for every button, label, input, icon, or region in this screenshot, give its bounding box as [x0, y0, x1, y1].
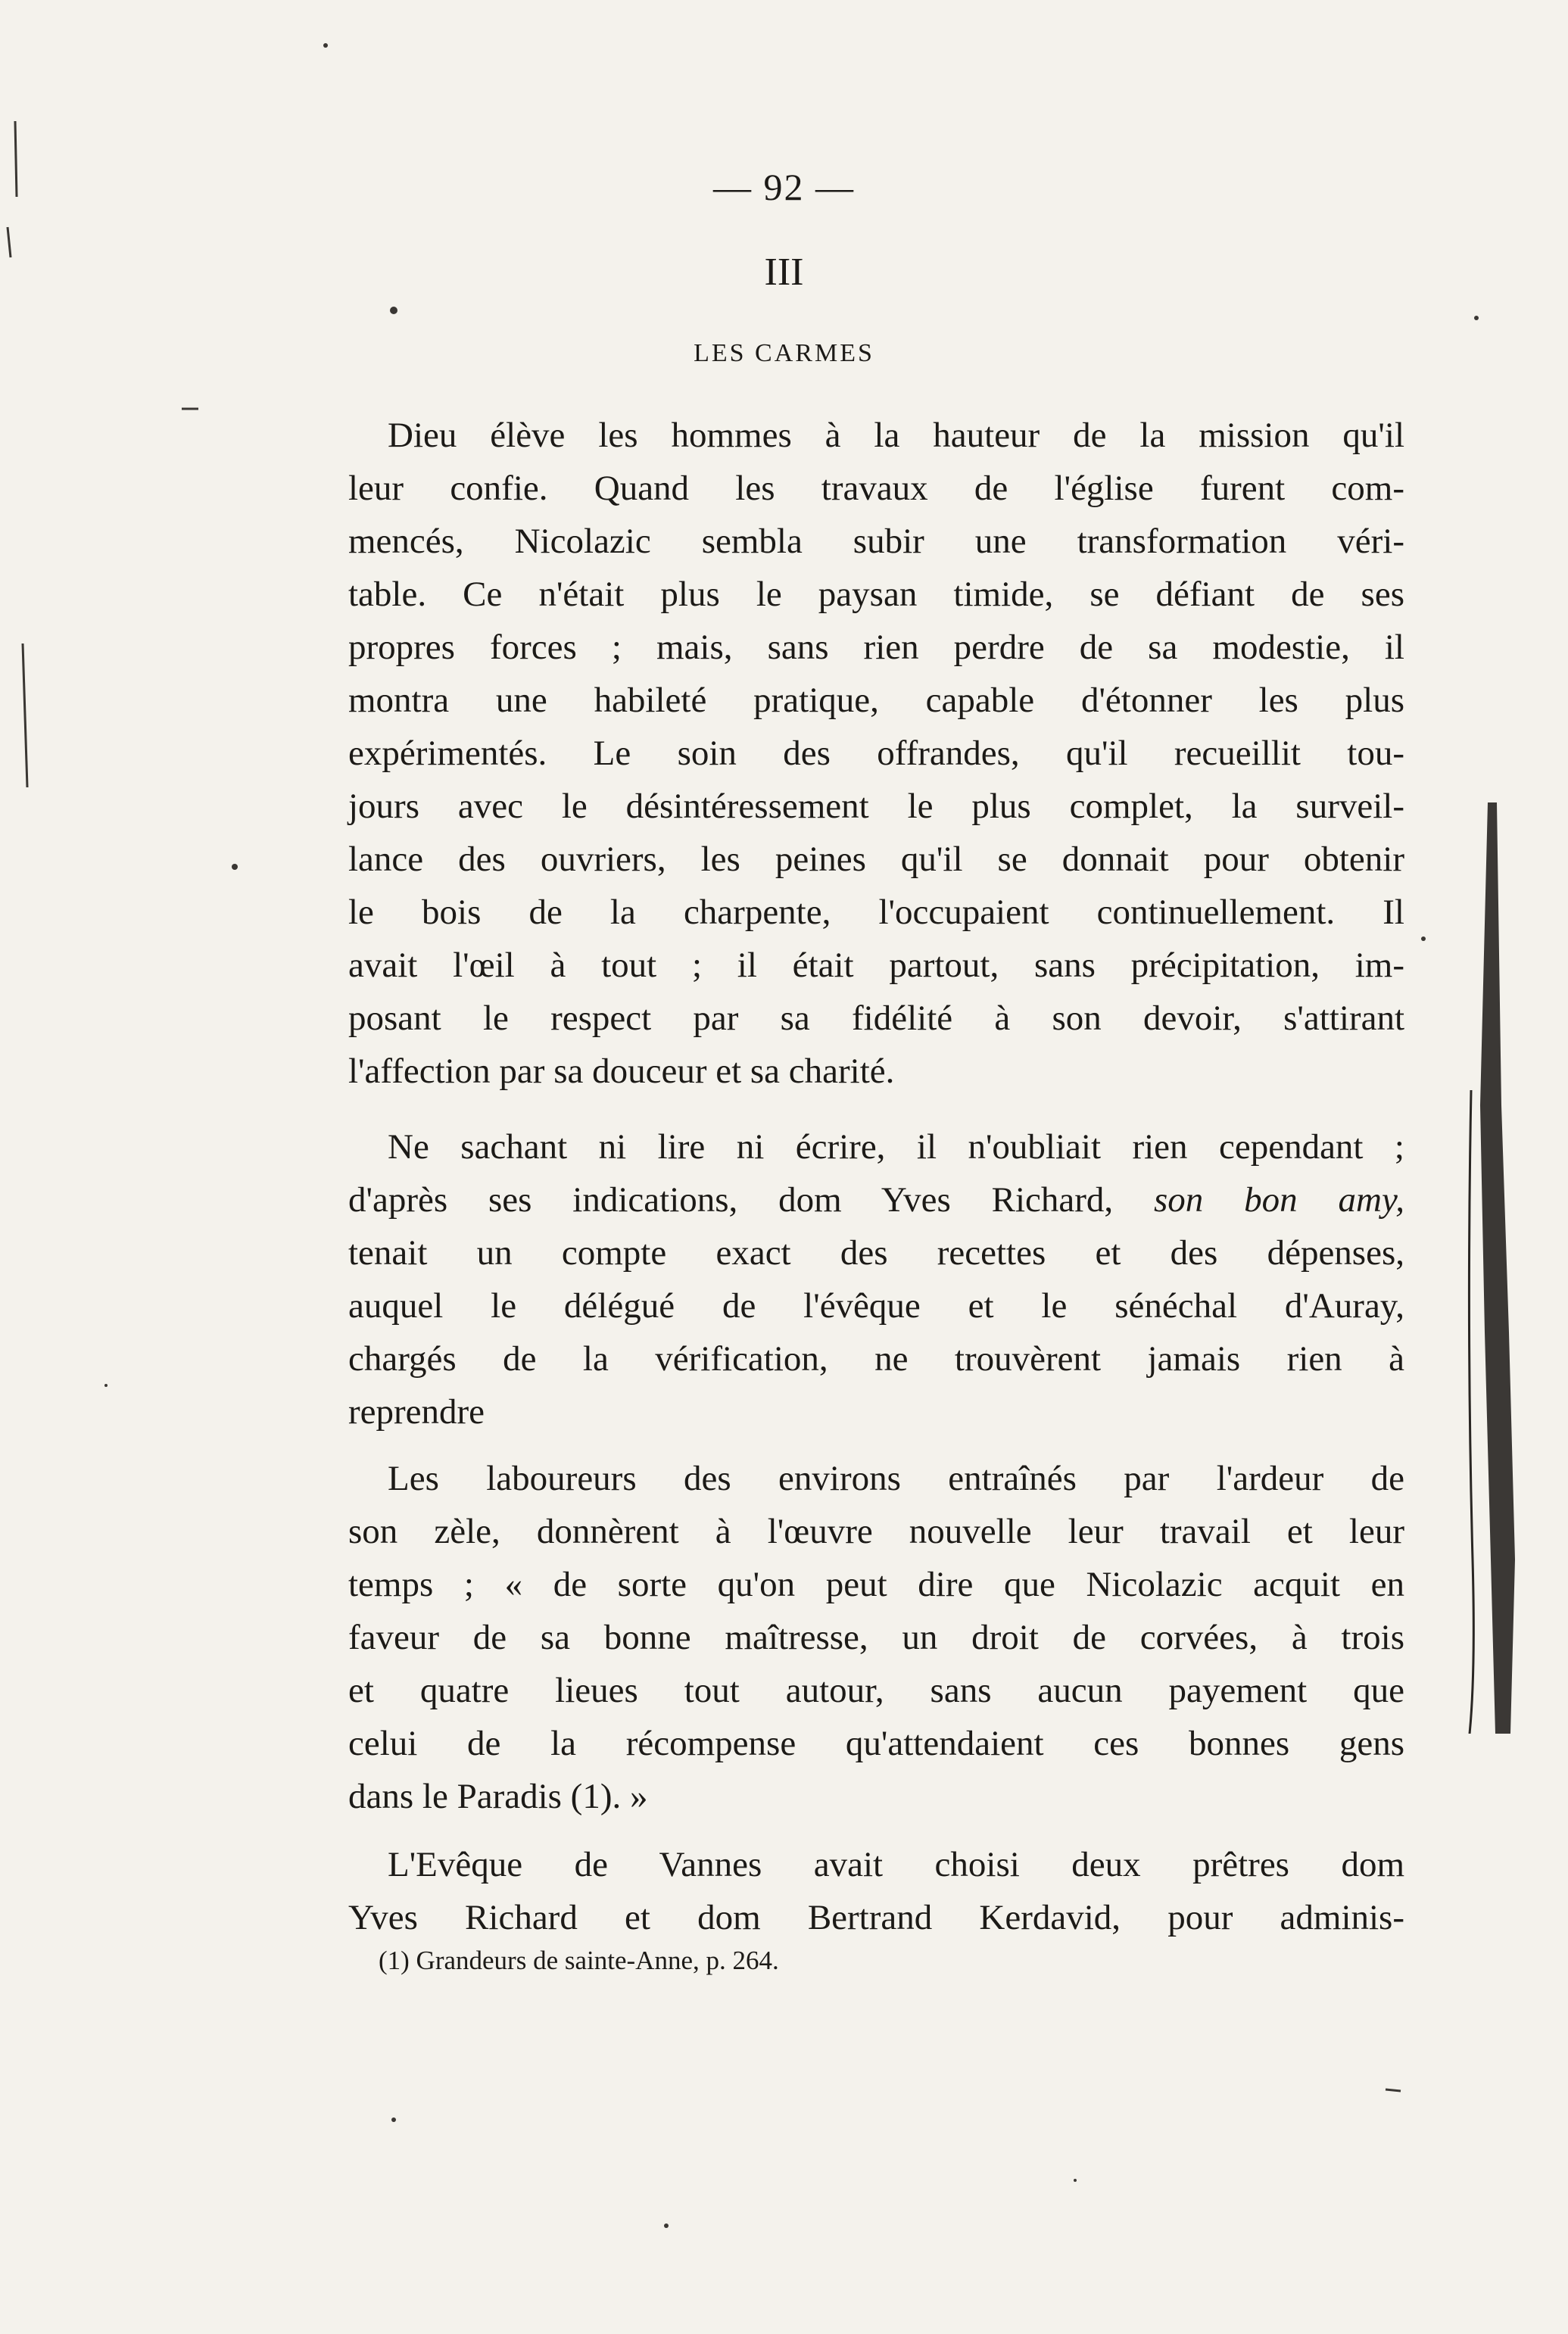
text-line: Yves Richard et dom Bertrand Kerdavid, pour adminis-: [348, 1898, 1404, 1937]
text-line: avait l'œil à tout ; il était partout, sans précipitation, im-: [348, 946, 1404, 985]
text-line: celui de la récompense qu'attendaient ces bonnes gens: [348, 1724, 1404, 1763]
text-line: montra une habileté pratique, capable d'étonner les plus: [348, 681, 1404, 720]
text-line: lance des ouvriers, les peines qu'il se donnait pour obtenir: [348, 840, 1404, 879]
text-line: le bois de la charpente, l'occupaient continuellement. Il: [348, 893, 1404, 932]
text-line: posant le respect par sa fidélité à son devoir, s'attirant: [348, 999, 1404, 1038]
chapter-numeral: III: [764, 251, 804, 294]
text-line: chargés de la vérification, ne trouvèrent jamais rien à: [348, 1339, 1404, 1379]
text-line: auquel le délégué de l'évêque et le sénéchal d'Auray,: [348, 1286, 1404, 1326]
text-line: propres forces ; mais, sans rien perdre de sa modestie, il: [348, 628, 1404, 667]
footnote: (1) Grandeurs de sainte-Anne, p. 264.: [379, 1946, 779, 1975]
text-line: expérimentés. Le soin des offrandes, qu'il recueillit tou-: [348, 734, 1404, 773]
text-line: reprendre: [348, 1392, 485, 1432]
paragraph-2: [348, 1120, 1404, 1438]
text-line: l'affection par sa douceur et sa charité.: [348, 1052, 895, 1091]
text-line: dans le Paradis (1). »: [348, 1777, 648, 1816]
chapter-title: LES CARMES: [694, 339, 874, 367]
text-line: temps ; « de sorte qu'on peut dire que Nicolazic acquit en: [348, 1565, 1404, 1604]
binding-shadow: [1465, 802, 1518, 1734]
text-line: table. Ce n'était plus le paysan timide, se défiant de ses: [348, 575, 1404, 614]
paragraph-1: [348, 409, 1404, 1098]
text-line: d'après ses indications, dom Yves Richard, son bon amy,: [348, 1180, 1404, 1220]
text-line: jours avec le désintéressement le plus complet, la surveil-: [348, 787, 1404, 826]
text-line: mencés, Nicolazic sembla subir une transformation véri-: [348, 522, 1404, 561]
paragraph-4: [348, 1838, 1404, 1944]
text-line: Dieu élève les hommes à la hauteur de la mission qu'il: [388, 416, 1404, 455]
italic-phrase: son bon amy,: [1154, 1180, 1404, 1220]
text-line: son zèle, donnèrent à l'œuvre nouvelle leur travail et leur: [348, 1512, 1404, 1551]
text-line: faveur de sa bonne maîtresse, un droit de corvées, à trois: [348, 1618, 1404, 1657]
text-line: leur confie. Quand les travaux de l'église furent com-: [348, 469, 1404, 508]
text-line: Les laboureurs des environs entraînés par l'ardeur de: [388, 1459, 1404, 1498]
text-line: Ne sachant ni lire ni écrire, il n'oubliait rien cependant ;: [388, 1127, 1404, 1167]
text-line: tenait un compte exact des recettes et des dépenses,: [348, 1233, 1404, 1273]
paragraph-3: [348, 1452, 1404, 1823]
page-number: — 92 —: [713, 166, 855, 208]
text-line: L'Evêque de Vannes avait choisi deux prêtres dom: [388, 1845, 1404, 1884]
text-line: et quatre lieues tout autour, sans aucun payement que: [348, 1671, 1404, 1710]
